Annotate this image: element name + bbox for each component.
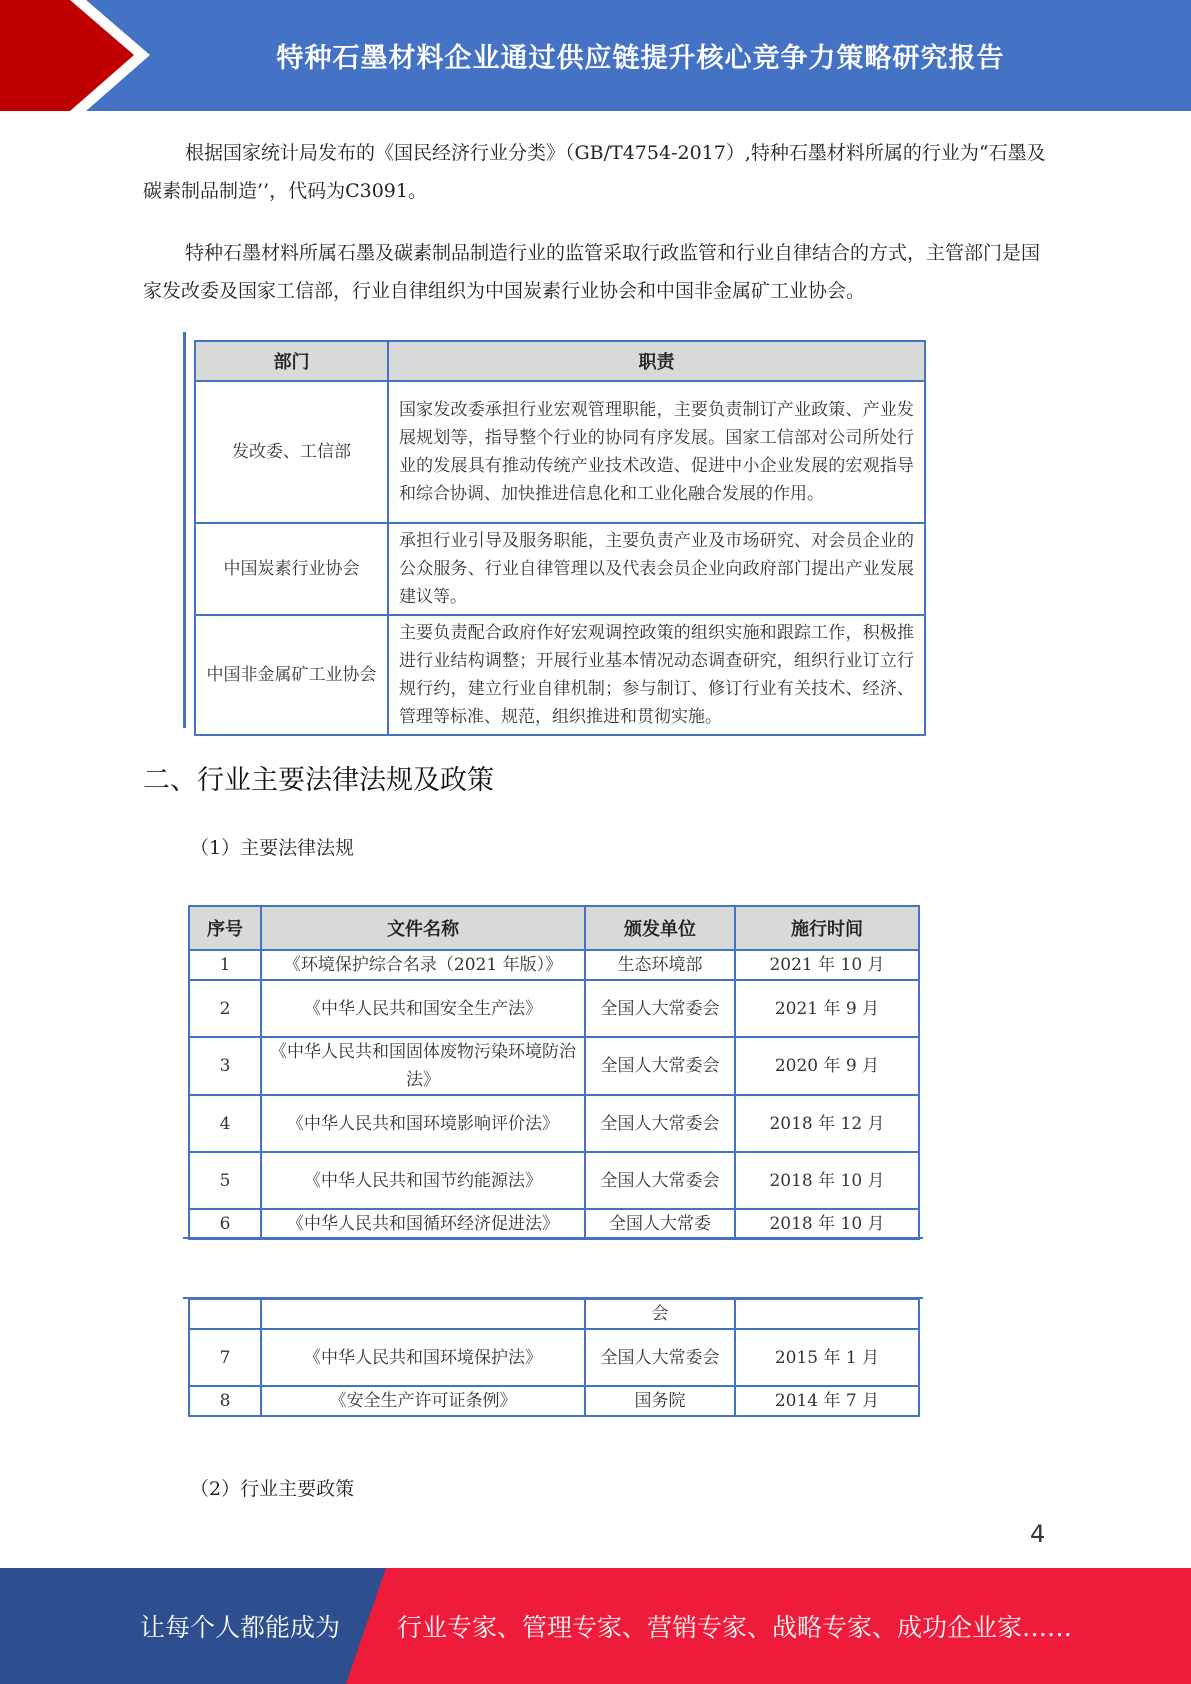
header-arrow-decoration bbox=[0, 0, 160, 111]
page-footer bbox=[0, 1568, 1191, 1684]
row-number: 3 bbox=[189, 1037, 261, 1095]
intro-paragraph: 根据国家统计局发布的《国民经济行业分类》（GB/T4754-2017）,特种石墨材料所属的行业为“石墨及碳素制品制造’’，代码为C3091。 bbox=[143, 142, 1046, 202]
table-header-row bbox=[195, 341, 925, 381]
subheading-policy: （2）行业主要政策 bbox=[190, 1478, 355, 1500]
column-header-issuer: 颁发单位 bbox=[585, 906, 735, 950]
law-name bbox=[261, 1299, 585, 1329]
page-number: 4 bbox=[1030, 1520, 1046, 1548]
effective-date: 2021 年 10 月 bbox=[735, 950, 919, 980]
row-number: 5 bbox=[189, 1152, 261, 1209]
effective-date: 2020 年 9 月 bbox=[735, 1037, 919, 1095]
column-header-date: 施行时间 bbox=[735, 906, 919, 950]
law-name: 《中华人民共和国循环经济促进法》 bbox=[261, 1209, 585, 1239]
report-title: 特种石墨材料企业通过供应链提升核心竞争力策略研究报告 bbox=[276, 43, 1005, 74]
law-table bbox=[188, 905, 920, 1240]
section-heading: 二、行业主要法律法规及政策 bbox=[143, 765, 494, 796]
footer-slogan-left: 让每个人都能成为 bbox=[140, 1613, 341, 1642]
effective-date: 2015 年 1 月 bbox=[735, 1329, 919, 1386]
law-name: 《中华人民共和国安全生产法》 bbox=[261, 980, 585, 1037]
table-row bbox=[189, 980, 919, 1037]
table-row bbox=[195, 615, 925, 735]
law-name: 《中华人民共和国固体废物污染环境防治法》 bbox=[261, 1037, 585, 1095]
issuer: 全国人大常委会 bbox=[585, 1037, 735, 1095]
column-header-dept: 部门 bbox=[195, 341, 388, 381]
table-row bbox=[189, 1095, 919, 1152]
table-row bbox=[189, 1299, 919, 1329]
issuer: 全国人大常委会 bbox=[585, 1152, 735, 1209]
duty-cell: 承担行业引导及服务职能，主要负责产业及市场研究、对会员企业的公众服务、行业自律管理以及代表会员企业向政府部门提出产业发展建议等。 bbox=[388, 523, 925, 615]
column-header-no: 序号 bbox=[189, 906, 261, 950]
table-row bbox=[189, 1037, 919, 1095]
row-number: 7 bbox=[189, 1329, 261, 1386]
issuer: 全国人大常委会 bbox=[585, 1095, 735, 1152]
row-number: 6 bbox=[189, 1209, 261, 1239]
footer-slogan-right: 行业专家、管理专家、营销专家、战略专家、成功企业家…… bbox=[397, 1613, 1073, 1642]
table-row bbox=[189, 1209, 919, 1239]
subheading-laws: （1）主要法律法规 bbox=[190, 837, 355, 859]
issuer: 生态环境部 bbox=[585, 950, 735, 980]
row-number: 1 bbox=[189, 950, 261, 980]
dept-cell: 中国非金属矿工业协会 bbox=[195, 615, 388, 735]
table-row bbox=[195, 381, 925, 523]
effective-date bbox=[735, 1299, 919, 1329]
column-header-name: 文件名称 bbox=[261, 906, 585, 950]
row-number: 2 bbox=[189, 980, 261, 1037]
law-name: 《安全生产许可证条例》 bbox=[261, 1386, 585, 1416]
effective-date: 2014 年 7 月 bbox=[735, 1386, 919, 1416]
dept-cell: 发改委、工信部 bbox=[195, 381, 388, 523]
effective-date: 2018 年 12 月 bbox=[735, 1095, 919, 1152]
table-accent-bar bbox=[183, 332, 186, 728]
duty-cell: 主要负责配合政府作好宏观调控政策的组织实施和跟踪工作，积极推进行业结构调整；开展行业基本情况动态调查研究，组织行业订立行规行约，建立行业自律机制；参与制订、修订行业有关技术、经济、管理等标准、规范，组织推进和贯彻实施。 bbox=[388, 615, 925, 735]
regulation-paragraph: 特种石墨材料所属石墨及碳素制品制造行业的监管采取行政监管和行业自律结合的方式，主管部门是国家发改委及国家工信部，行业自律组织为中国炭素行业协会和中国非金属矿工业协会。 bbox=[143, 242, 1041, 302]
effective-date: 2018 年 10 月 bbox=[735, 1209, 919, 1239]
row-number bbox=[189, 1299, 261, 1329]
table-row bbox=[189, 1386, 919, 1416]
row-number: 8 bbox=[189, 1386, 261, 1416]
table-row bbox=[189, 1152, 919, 1209]
law-name: 《中华人民共和国环境保护法》 bbox=[261, 1329, 585, 1386]
dept-cell: 中国炭素行业协会 bbox=[195, 523, 388, 615]
page-break-line bbox=[183, 1237, 923, 1239]
table-header-row bbox=[189, 906, 919, 950]
law-table-continued bbox=[188, 1298, 920, 1417]
table-row bbox=[189, 950, 919, 980]
duty-cell: 国家发改委承担行业宏观管理职能，主要负责制订产业政策、产业发展规划等，指导整个行业的协同有序发展。国家工信部对公司所处行业的发展具有推动传统产业技术改造、促进中小企业发展的宏观指导和综合协调、加快推进信息化和工业化融合发展的作用。 bbox=[388, 381, 925, 523]
law-name: 《中华人民共和国环境影响评价法》 bbox=[261, 1095, 585, 1152]
law-name: 《中华人民共和国节约能源法》 bbox=[261, 1152, 585, 1209]
row-number: 4 bbox=[189, 1095, 261, 1152]
effective-date: 2021 年 9 月 bbox=[735, 980, 919, 1037]
table-row bbox=[195, 523, 925, 615]
issuer: 会 bbox=[585, 1299, 735, 1329]
table-row bbox=[189, 1329, 919, 1386]
law-name: 《环境保护综合名录（2021 年版）》 bbox=[261, 950, 585, 980]
issuer: 国务院 bbox=[585, 1386, 735, 1416]
page-header bbox=[0, 0, 1191, 111]
department-table bbox=[194, 340, 926, 736]
issuer: 全国人大常委会 bbox=[585, 980, 735, 1037]
column-header-duty: 职责 bbox=[388, 341, 925, 381]
issuer: 全国人大常委会 bbox=[585, 1329, 735, 1386]
effective-date: 2018 年 10 月 bbox=[735, 1152, 919, 1209]
issuer: 全国人大常委 bbox=[585, 1209, 735, 1239]
